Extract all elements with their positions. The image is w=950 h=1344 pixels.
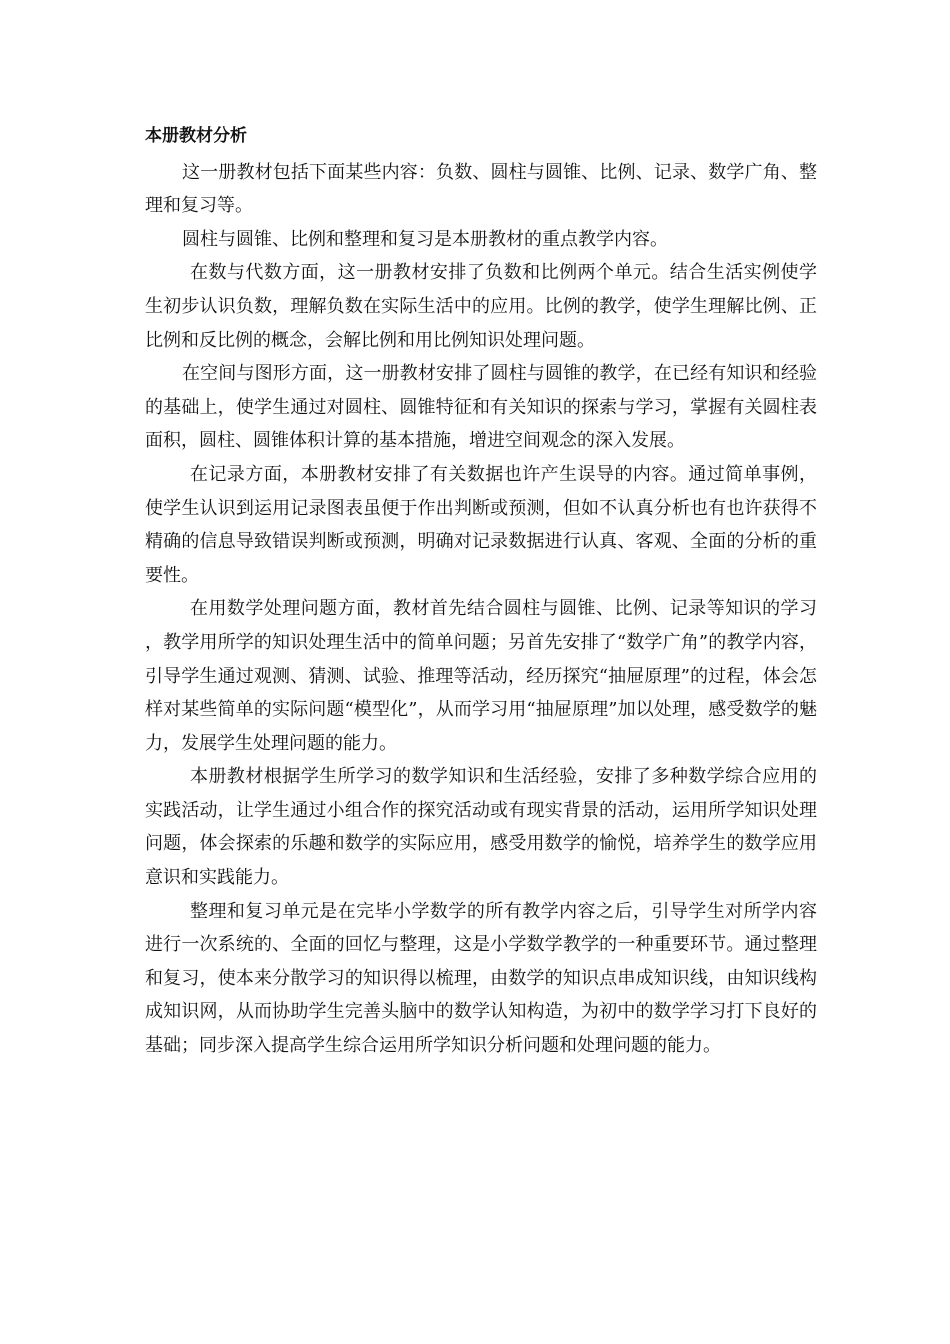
paragraph-review-unit: 整理和复习单元是在完毕小学数学的所有教学内容之后，引导学生对所学内容进行一次系统的、全面的回忆与整理，这是小学数学教学的一种重要环节。通过整理和复习，使本来分散学习的知识得以梳理，由数学的知识点串成知识线，由知识线构成知识网，从而协助学生完善头脑中的数学认知构造，为初中的数学学习打下良好的基础；同步深入提高学生综合运用所学知识分析问题和处理问题的能力。 <box>145 900 817 1057</box>
paragraph-practice-activities: 本册教材根据学生所学习的数学知识和生活经验，安排了多种数学综合应用的实践活动，让学生通过小组合作的探究活动或有现实背景的活动，运用所学知识处理问题，体会探索的乐趣和数学的实际应用，感受用数学的愉悦，培养学生的数学应用意识和实践能力。 <box>145 766 817 889</box>
document-body <box>145 120 817 1063</box>
paragraph-problem-solving: 在用数学处理问题方面，教材首先结合圆柱与圆锥、比例、记录等知识的学习，教学用所学的知识处理生活中的简单问题；另首先安排了“数学广角”的教学内容，引导学生通过观测、猜测、试验、推理等活动，经历探究“抽屉原理”的过程，体会怎样对某些简单的实际问题“模型化”，从而学习用“抽屉原理”加以处理，感受数学的魅力，发展学生处理问题的能力。 <box>145 598 817 754</box>
document-heading: 本册教材分析 <box>145 126 247 146</box>
paragraph-contents-overview: 这一册教材包括下面某些内容：负数、圆柱与圆锥、比例、记录、数学广角、整理和复习等。 <box>145 161 817 217</box>
paragraph-statistics: 在记录方面，本册教材安排了有关数据也许产生误导的内容。通过简单事例，使学生认识到运用记录图表虽便于作出判断或预测，但如不认真分析也有也许获得不精确的信息导致错误判断或预测，明确对记录数据进行认真、客观、全面的分析的重要性。 <box>145 463 817 586</box>
paragraph-numbers-algebra: 在数与代数方面，这一册教材安排了负数和比例两个单元。结合生活实例使学生初步认识负数，理解负数在实际生活中的应用。比例的教学，使学生理解比例、正比例和反比例的概念，会解比例和用比例知识处理问题。 <box>145 262 817 351</box>
paragraph-space-geometry: 在空间与图形方面，这一册教材安排了圆柱与圆锥的教学，在已经有知识和经验的基础上，使学生通过对圆柱、圆锥特征和有关知识的探索与学习，掌握有关圆柱表面积，圆柱、圆锥体积计算的基本措施，增进空间观念的深入发展。 <box>145 363 817 452</box>
paragraph-key-content: 圆柱与圆锥、比例和整理和复习是本册教材的重点教学内容。 <box>182 228 668 250</box>
